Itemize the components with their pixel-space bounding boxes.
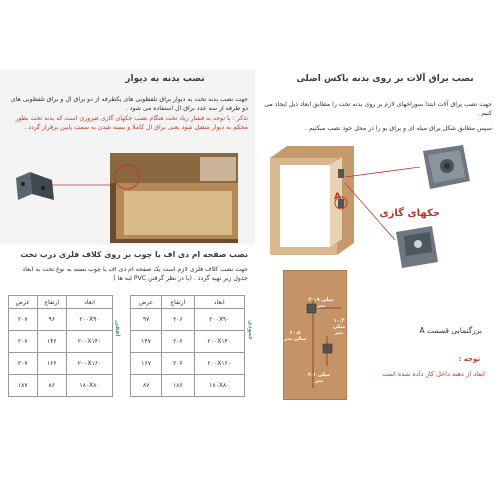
gas-spring-bracket-icon: [418, 143, 473, 193]
table-cell: ۱۶۶: [37, 353, 67, 375]
table-row: [9, 353, 113, 375]
table-cell: ۱۶۷: [131, 353, 162, 375]
table-cell: ۸۶: [37, 375, 67, 397]
horizontal-table-label: افقی: [114, 320, 121, 337]
table-cell: ۱۸۶: [162, 375, 194, 397]
zoom-leader-lines: [345, 165, 425, 245]
box-section-text-2: سپس مطابق شکل یراق میله ای و یراق یو را در محل خود نصب میکنیم .: [304, 125, 492, 132]
table-cell: ۱۴۶: [37, 331, 67, 353]
l-bracket-icon: [12, 170, 56, 204]
table-cell: ۱۸۰X۸۰: [194, 375, 244, 397]
table-cell: ۱۴۷: [131, 331, 162, 353]
table-header: عرض: [9, 296, 38, 309]
wall-install-photo: [110, 153, 238, 243]
gas-note-text: ابعاد از دهنه داخل کار داده شده است: [381, 370, 485, 378]
vertical-dimensions-table: [130, 295, 245, 397]
table-cell: ۱۸۰X۸۰: [67, 375, 113, 397]
dimension-label-left: ۶۰.۵ میلی متر: [283, 330, 307, 342]
table-cell: ۲۰۷: [9, 331, 38, 353]
marker-label-a: A: [334, 192, 341, 202]
table-row: [131, 375, 245, 397]
table-cell: ۲۰۰X۹۰: [194, 309, 244, 331]
gas-note-title: توجه :: [458, 355, 480, 363]
frame-section-title: نصب صفحه ام دی اف یا چوب بر روی کلاف فلزی درب تخت: [20, 250, 248, 259]
table-row: [9, 331, 113, 353]
vertical-table-label: عمودی: [247, 320, 254, 341]
table-cell: ۸۷: [131, 375, 162, 397]
table-cell: ۲۰۶: [162, 331, 194, 353]
table-row: [9, 375, 113, 397]
dimension-label-top: ۲۰.۹ میلی متر: [308, 297, 334, 309]
table-cell: ۲۰۶: [162, 353, 194, 375]
table-header: ارتفاع: [162, 296, 194, 309]
horizontal-dimensions-table: [8, 295, 113, 397]
box-section-title: نصب یراق آلات بر روی بدنه باکس اصلی: [296, 74, 474, 84]
table-header: ارتفاع: [37, 296, 67, 309]
gas-jack-title: جکهای گازی: [379, 208, 440, 219]
table-cell: ۲۰۶: [162, 309, 194, 331]
table-row: [9, 309, 113, 331]
table-row: [131, 309, 245, 331]
table-cell: ۲۰۰X۱۴۰: [67, 331, 113, 353]
table-cell: ۹۷: [131, 309, 162, 331]
table-cell: ۹۶: [37, 309, 67, 331]
box-section-text: جهت نصب یراق آلات ابتدا سوراخهای لازم بر روی بدنه تخت را مطابق ابعاد ذیل ایجاد می کنیم .: [264, 101, 492, 117]
table-cell: ۲۰۰X۱۴۰: [194, 331, 244, 353]
dimension-label-right: ۱۰.۴ میلی متر: [332, 318, 346, 336]
table-cell: ۱۸۷: [9, 375, 38, 397]
table-row: [131, 353, 245, 375]
table-header: ابعاد: [194, 296, 244, 309]
zoom-subtitle: بزرگنمایی قسمت A: [419, 326, 482, 335]
dimension-label-bottom: ۲.۱ میلی متر: [308, 372, 330, 384]
table-cell: ۲۰۰X۱۶۰: [194, 353, 244, 375]
leader-line: [52, 183, 112, 187]
wall-section-title: نصب بدنه به دیوار: [125, 74, 205, 84]
frame-section-text: جهت نصب کلاف فلزی لازم است یک صفحه ام دی اف یا چوب بسته به نوع تخت به ابعاد جدول زیر تهیه گردد . (با در نظر گرفتن PVC لبه ها ): [22, 266, 248, 282]
table-cell: ۲۰۷: [9, 309, 38, 331]
table-row: [131, 331, 245, 353]
wall-section-text: جهت نصب بدنه تخت به دیوار براق تلفظوبی های یکطرفه از دو براق ال و براق تلفظوبی های دو طرفه از سه عدد براق ال استفاده می شود .: [10, 96, 248, 112]
table-cell: ۲۰۷: [9, 353, 38, 375]
wall-section-note: تذکر : با توجه به فشار زیاد تخت هنگام نصب جکهای گازی ضروری است که بدنه تخت بطور محکم به دیوار متصل شود یعنی براق ال کاملا و بسته شدن به سمت پایین برقرار گردد .: [15, 115, 248, 131]
table-cell: ۲۰۰X۱۶۰: [67, 353, 113, 375]
table-header: عرض: [131, 296, 162, 309]
table-header: ابعاد: [67, 296, 113, 309]
table-cell: ۲۰۰X۹۰: [67, 309, 113, 331]
